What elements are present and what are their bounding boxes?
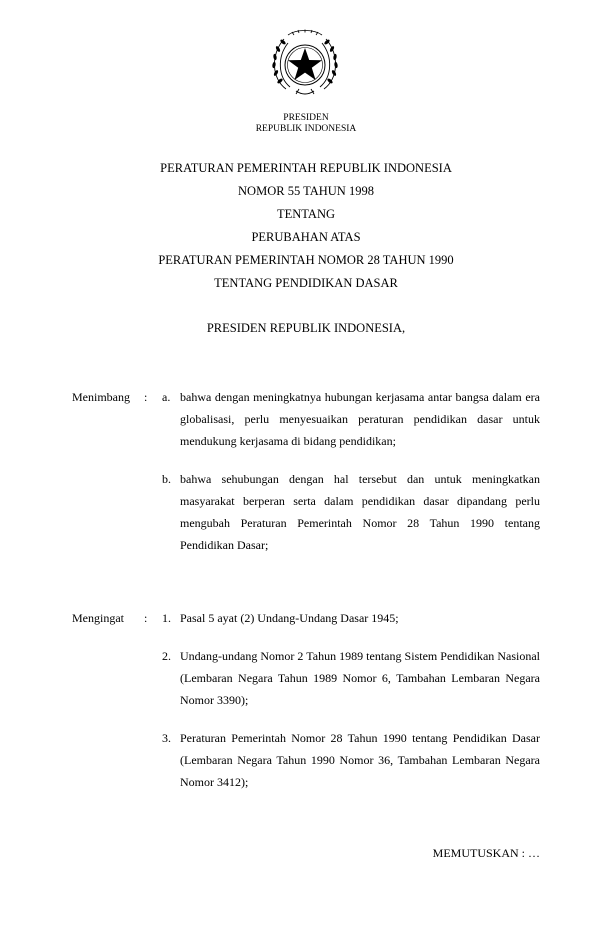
- mengingat-item-1-marker: 1.: [162, 611, 171, 625]
- menimbang-item-b-marker: b.: [162, 472, 171, 486]
- garuda-star-wreath-emblem-icon: [266, 27, 344, 99]
- title-subject: TENTANG PENDIDIKAN DASAR: [214, 276, 398, 290]
- regulation-title: PERATURAN PEMERINTAH REPUBLIK INDONESIA: [160, 161, 452, 175]
- mengingat-item-2-text: Undang-undang Nomor 2 Tahun 1989 tentang Sistem Pendidikan Nasional (Lembaran Negara Tahun 1989 Nomor 6, Tambahan Lembaran Negara Nomor 3390);: [180, 649, 540, 707]
- mengingat-item-3-marker: 3.: [162, 731, 171, 745]
- menimbang-item-a-marker: a.: [162, 390, 171, 404]
- office-line-presiden: PRESIDEN: [283, 113, 329, 123]
- office-line-republik: REPUBLIK INDONESIA: [255, 124, 357, 134]
- title-tentang: TENTANG: [276, 207, 335, 221]
- menimbang-colon: :: [144, 390, 148, 404]
- title-perubahan-atas: PERUBAHAN ATAS: [251, 230, 361, 244]
- menimbang-label: Menimbang: [72, 390, 130, 404]
- mengingat-item-2-marker: 2.: [162, 649, 171, 663]
- mengingat-item-1-text: Pasal 5 ayat (2) Undang-Undang Dasar 1945;: [180, 611, 399, 625]
- regulation-number: NOMOR 55 TAHUN 1998: [238, 184, 374, 198]
- mengingat-item-3-text: Peraturan Pemerintah Nomor 28 Tahun 1990 tentang Pendidikan Dasar (Lembaran Negara Tahun 1990 Nomor 36, Tambahan Lembaran Negara Nomor 3412);: [180, 731, 540, 789]
- mengingat-colon: :: [144, 611, 148, 625]
- menimbang-item-a-text: bahwa dengan meningkatnya hubungan kerjasama antar bangsa dalam era globalisasi, perlu menyesuaikan peraturan pendidikan dasar untuk mendukung kerjasama di bidang pendidikan;: [180, 390, 540, 448]
- title-amended-regulation: PERATURAN PEMERINTAH NOMOR 28 TAHUN 1990: [158, 253, 454, 267]
- menimbang-item-b-text: bahwa sehubungan dengan hal tersebut dan untuk meningkatkan masyarakat berperan serta dalam pendidikan dasar dipandang perlu mengubah Peraturan Pemerintah Nomor 28 Tahun 1990 tentang Pendidikan Dasar;: [180, 472, 540, 552]
- issuer-line: PRESIDEN REPUBLIK INDONESIA,: [206, 321, 406, 335]
- mengingat-label: Mengingat: [72, 611, 124, 625]
- memutuskan-continuation: MEMUTUSKAN : …: [432, 846, 540, 860]
